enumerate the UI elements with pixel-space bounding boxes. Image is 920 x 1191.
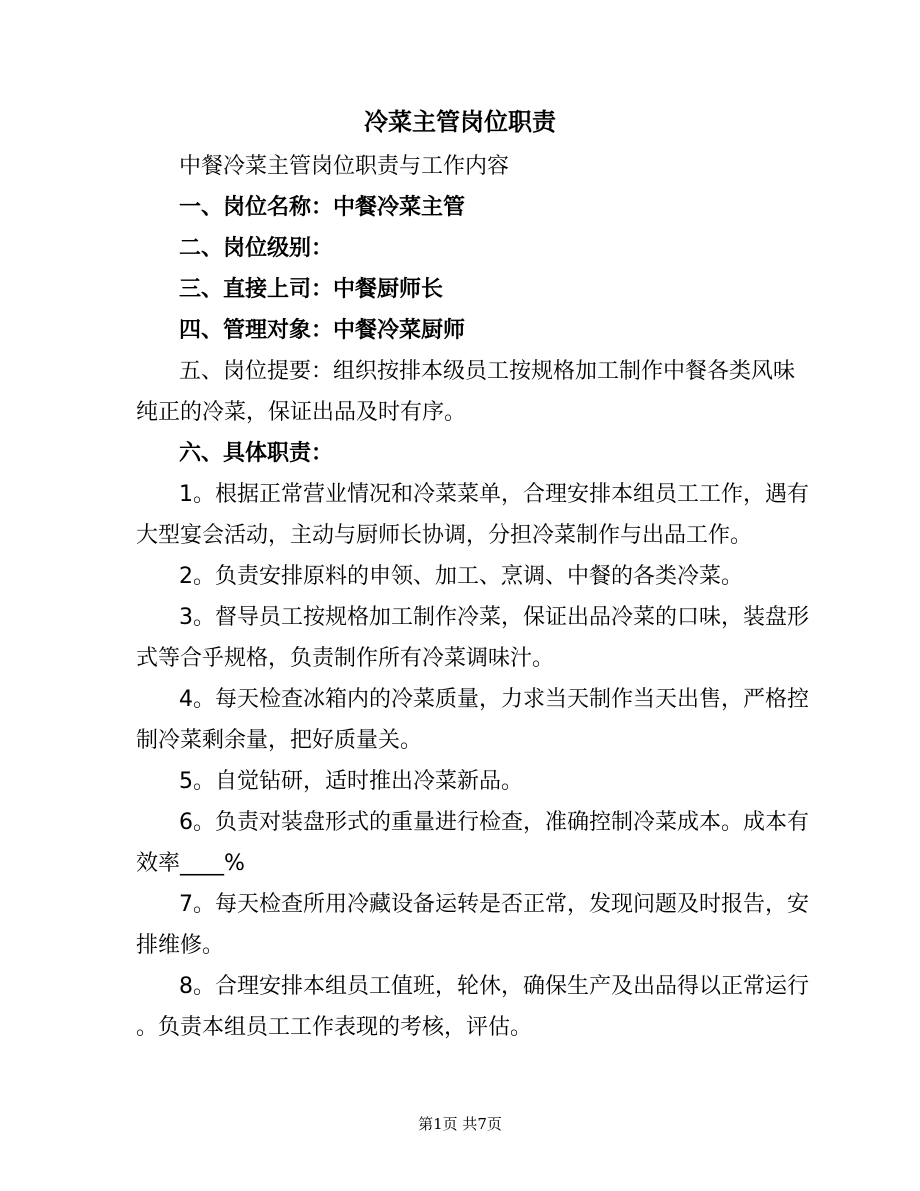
post-name-line: 一、岗位名称：中餐冷菜主管 [179,195,466,220]
superior-line: 三、直接上司：中餐厨师长 [179,277,444,302]
duty-item-2: 2。负责安排原料的申领、加工、烹调、中餐的各类冷菜。 [179,564,743,589]
duty-item-6-continued: 效率____% [136,851,245,876]
document-title: 冷菜主管岗位职责 [364,108,556,136]
duty-item-8-continued: 。负责本组员工工作表现的考核，评估。 [136,1015,533,1040]
duty-item-4: 4。每天检查冰箱内的冷菜质量，力求当天制作当天出售，严格控 [179,687,809,712]
duty-item-7: 7。每天检查所用冷藏设备运转是否正常，发现问题及时报告，安 [179,892,809,917]
duty-item-1: 1。根据正常营业情况和冷菜菜单，合理安排本组员工工作，遇有 [179,482,809,507]
summary-line-continued: 纯正的冷菜，保证出品及时有序。 [136,400,467,425]
document-subtitle: 中餐冷菜主管岗位职责与工作内容 [179,154,510,179]
subordinates-line: 四、管理对象：中餐冷菜厨师 [179,318,466,343]
duty-item-5: 5。自觉钻研，适时推出冷菜新品。 [179,769,523,794]
post-level-line: 二、岗位级别： [179,236,334,261]
duty-item-8: 8。合理安排本组员工值班，轮休，确保生产及出品得以正常运行 [179,974,809,999]
duties-heading: 六、具体职责： [179,441,334,466]
summary-line: 五、岗位提要：组织按排本级员工按规格加工制作中餐各类风味 [179,359,796,384]
duty-item-3-continued: 式等合乎规格，负责制作所有冷菜调味汁。 [136,646,555,671]
page-number-footer: 第1页 共7页 [418,1115,502,1133]
duty-item-4-continued: 制冷菜剩余量，把好质量关。 [136,728,423,753]
duty-item-7-continued: 排维修。 [136,933,225,958]
duty-item-3: 3。督导员工按规格加工制作冷菜，保证出品冷菜的口味，装盘形 [179,605,809,630]
duty-item-6: 6。负责对装盘形式的重量进行检查，准确控制冷菜成本。成本有 [179,810,809,835]
duty-item-1-continued: 大型宴会活动，主动与厨师长协调，分担冷菜制作与出品工作。 [136,523,753,548]
